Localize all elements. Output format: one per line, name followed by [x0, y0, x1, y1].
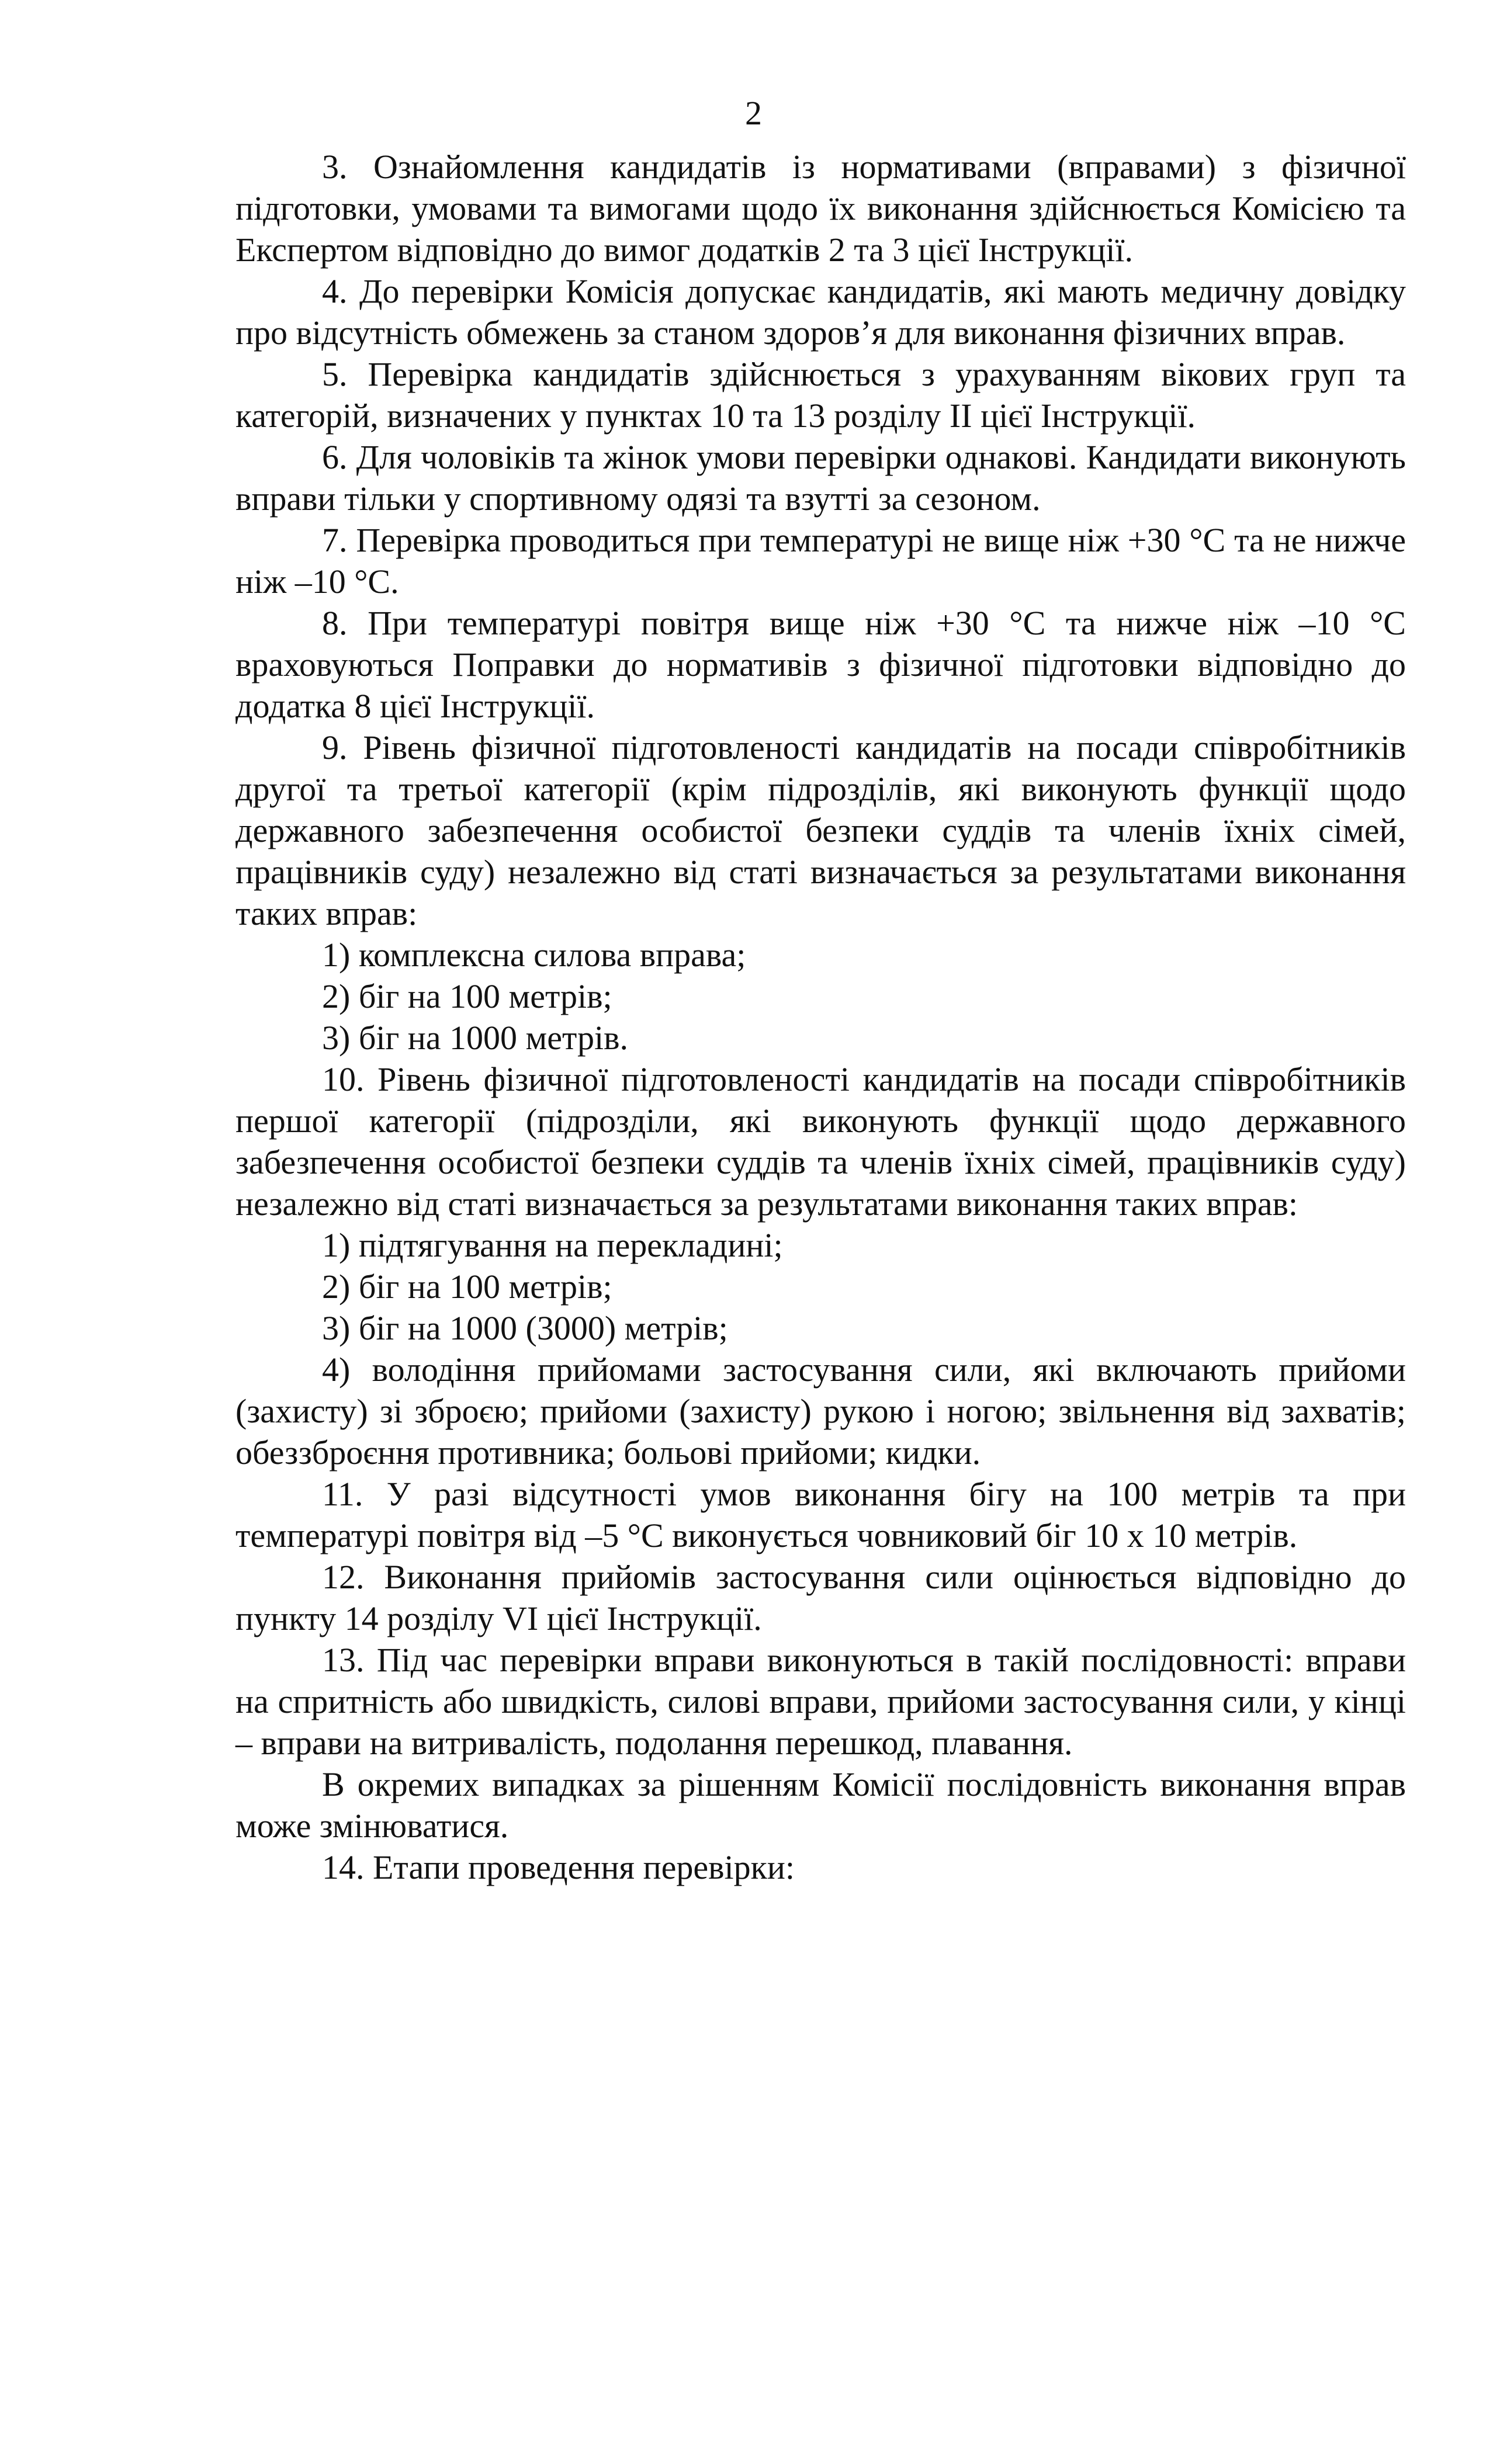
list-item: 1) комплексна силова вправа;: [322, 936, 746, 974]
paragraph-13: 13. Під час перевірки вправи виконуються в такій послідовності: вправи на спритність або швидкість, силові вправи, прийоми застосування сили, у кінці – вправи на витривалість, подолання перешкод, плавання.: [235, 1641, 1406, 1762]
list-item: 3) біг на 1000 метрів.: [322, 1019, 629, 1057]
list-item: 4) володіння прийомами застосування сили, які включають прийоми (захисту) зі зброєю; прийоми (захисту) рукою і ногою; звільнення від захватів; обеззброєння противника; больові прийоми; кидки.: [235, 1351, 1406, 1472]
paragraph-5: 5. Перевірка кандидатів здійснюється з урахуванням вікових груп та категорій, визначених у пунктах 10 та 13 розділу ІІ цієї Інструкції.: [235, 355, 1406, 435]
paragraph-6: 6. Для чоловіків та жінок умови перевірки однакові. Кандидати виконують вправи тільки у спортивному одязі та взутті за сезоном.: [235, 438, 1406, 518]
paragraph-9: 9. Рівень фізичної підготовленості кандидатів на посади співробітників другої та третьої категорії (крім підрозділів, які виконують функції щодо державного забезпечення особистої безпеки суддів та членів їхніх сімей, працівників суду) незалежно від статі визначається за результатами виконання таких вправ:: [235, 728, 1406, 932]
paragraph-4: 4. До перевірки Комісія допускає кандидатів, які мають медичну довідку про відсутність обмежень за станом здоров’я для виконання фізичних вправ.: [235, 272, 1406, 352]
paragraph-10: 10. Рівень фізичної підготовленості кандидатів на посади співробітників першої категорії (підрозділи, які виконують функції щодо державного забезпечення особистої безпеки суддів та членів їхніх сімей, працівників суду) незалежно від статі визначається за результатами виконання таких вправ:: [235, 1060, 1406, 1223]
paragraph-14: 14. Етапи проведення перевірки:: [322, 1848, 795, 1886]
paragraph-13-note: В окремих випадках за рішенням Комісії послідовність виконання вправ може змінюватися.: [235, 1765, 1406, 1845]
paragraph-7: 7. Перевірка проводиться при температурі не вище ніж +30 °С та не нижче ніж –10 °С.: [235, 521, 1406, 601]
paragraph-11: 11. У разі відсутності умов виконання бігу на 100 метрів та при температурі повітря від –5 °С виконується човниковий біг 10 х 10 метрів.: [235, 1475, 1406, 1554]
list-item: 1) підтягування на перекладині;: [322, 1226, 783, 1264]
document-body: [235, 146, 1406, 1888]
page-number: 2: [745, 94, 762, 132]
list-item: 2) біг на 100 метрів;: [322, 977, 612, 1015]
list-item: 3) біг на 1000 (3000) метрів;: [322, 1309, 728, 1347]
paragraph-3: 3. Ознайомлення кандидатів із нормативами (вправами) з фізичної підготовки, умовами та вимогами щодо їх виконання здійснюється Комісією та Експертом відповідно до вимог додатків 2 та 3 цієї Інструкції.: [235, 148, 1406, 269]
paragraph-12: 12. Виконання прийомів застосування сили оцінюється відповідно до пункту 14 розділу VI цієї Інструкції.: [235, 1558, 1406, 1637]
paragraph-8: 8. При температурі повітря вище ніж +30 °С та нижче ніж –10 °С враховуються Поправки до нормативів з фізичної підготовки відповідно до додатка 8 цієї Інструкції.: [235, 604, 1406, 725]
list-item: 2) біг на 100 метрів;: [322, 1268, 612, 1306]
